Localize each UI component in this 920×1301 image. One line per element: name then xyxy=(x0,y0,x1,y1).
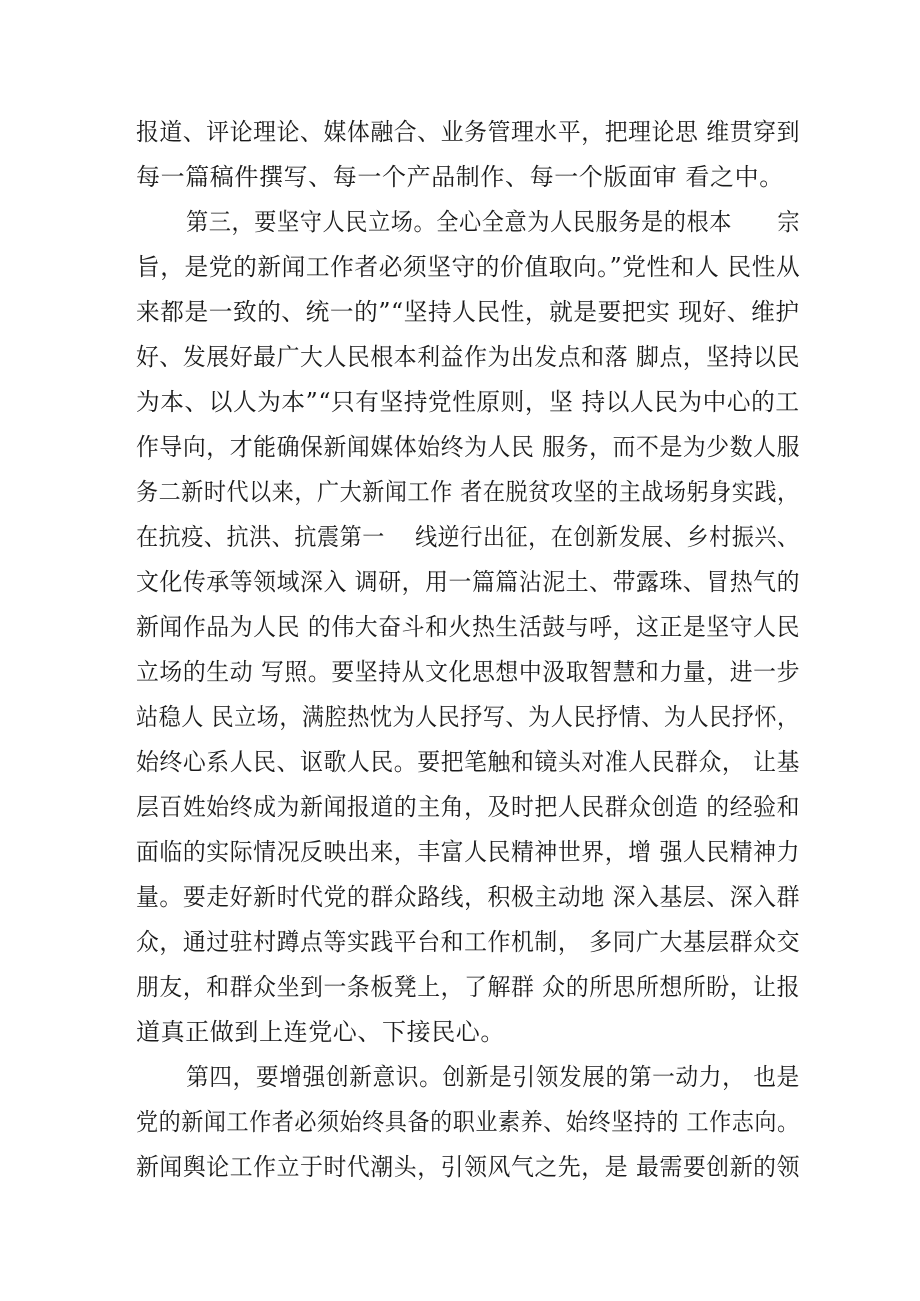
text-line: 来都是一致的、统一的”“坚持人民性，就是要把实 现好、维护 xyxy=(136,298,800,326)
paragraph-start-line: 第三，要坚守人民立场。全心全意为人民服务是的根本 宗 xyxy=(186,208,801,236)
text-line: 层百姓始终成为新闻报道的主角，及时把人民群众创造 的经验和 xyxy=(136,793,801,821)
text-line: 新闻作品为人民 的伟大奋斗和火热生活鼓与呼，这正是坚守人民 xyxy=(136,613,801,641)
text-line: 务二新时代以来，广大新闻工作 者在脱贫攻坚的主战场躬身实践， xyxy=(136,478,800,506)
text-line: 为本、以人为本”“只有坚持党性原则，坚 持以人民为中心的工 xyxy=(136,388,800,416)
text-line: 好、发展好最广大人民根本利益作为出发点和落 脚点，坚持以民 xyxy=(136,343,801,371)
text-line: 面临的实际情况反映出来，丰富人民精神世界，增 强人民精神力 xyxy=(136,838,801,866)
text-line: 文化传承等领域深入 调研，用一篇篇沾泥土、带露珠、冒热气的 xyxy=(136,568,801,596)
text-line: 众，通过驻村蹲点等实践平台和工作机制， 多同广大基层群众交 xyxy=(136,928,801,956)
text-line: 始终心系人民、讴歌人民。要把笔触和镜头对准人民群众， 让基 xyxy=(136,748,801,776)
text-line: 党的新闻工作者必须始终具备的职业素养、始终坚持的 工作志向。 xyxy=(136,1108,800,1136)
text-line: 作导向，才能确保新闻媒体始终为人民 服务，而不是为少数人服 xyxy=(136,433,801,461)
text-line: 站稳人 民立场，满腔热忱为人民抒写、为人民抒情、为人民抒怀， xyxy=(136,703,800,731)
text-line: 在抗疫、抗洪、抗震第一 线逆行出征，在创新发展、乡村振兴、 xyxy=(136,523,800,551)
paragraph-start-line: 第四，要增强创新意识。创新是引领发展的第一动力， 也是 xyxy=(186,1063,800,1091)
text-line: 旨，是党的新闻工作者必须坚守的价值取向。”党性和人 民性从 xyxy=(136,253,801,281)
text-line: 量。要走好新时代党的群众路线，积极主动地 深入基层、深入群 xyxy=(136,883,801,911)
text-line: 报道、评论理论、媒体融合、业务管理水平，把理论思 维贯穿到 xyxy=(136,118,801,146)
text-line: 每一篇稿件撰写、每一个产品制作、每一个版面审 看之中。 xyxy=(136,163,784,191)
text-line: 朋友，和群众坐到一条板凳上，了解群 众的所思所想所盼，让报 xyxy=(136,973,801,1001)
text-line: 道真正做到上连党心、下接民心。 xyxy=(136,1018,505,1046)
text-line: 新闻舆论工作立于时代潮头，引领风气之先，是 最需要创新的领 xyxy=(136,1153,801,1181)
text-line: 立场的生动 写照。要坚持从文化思想中汲取智慧和力量，进一步 xyxy=(136,658,801,686)
